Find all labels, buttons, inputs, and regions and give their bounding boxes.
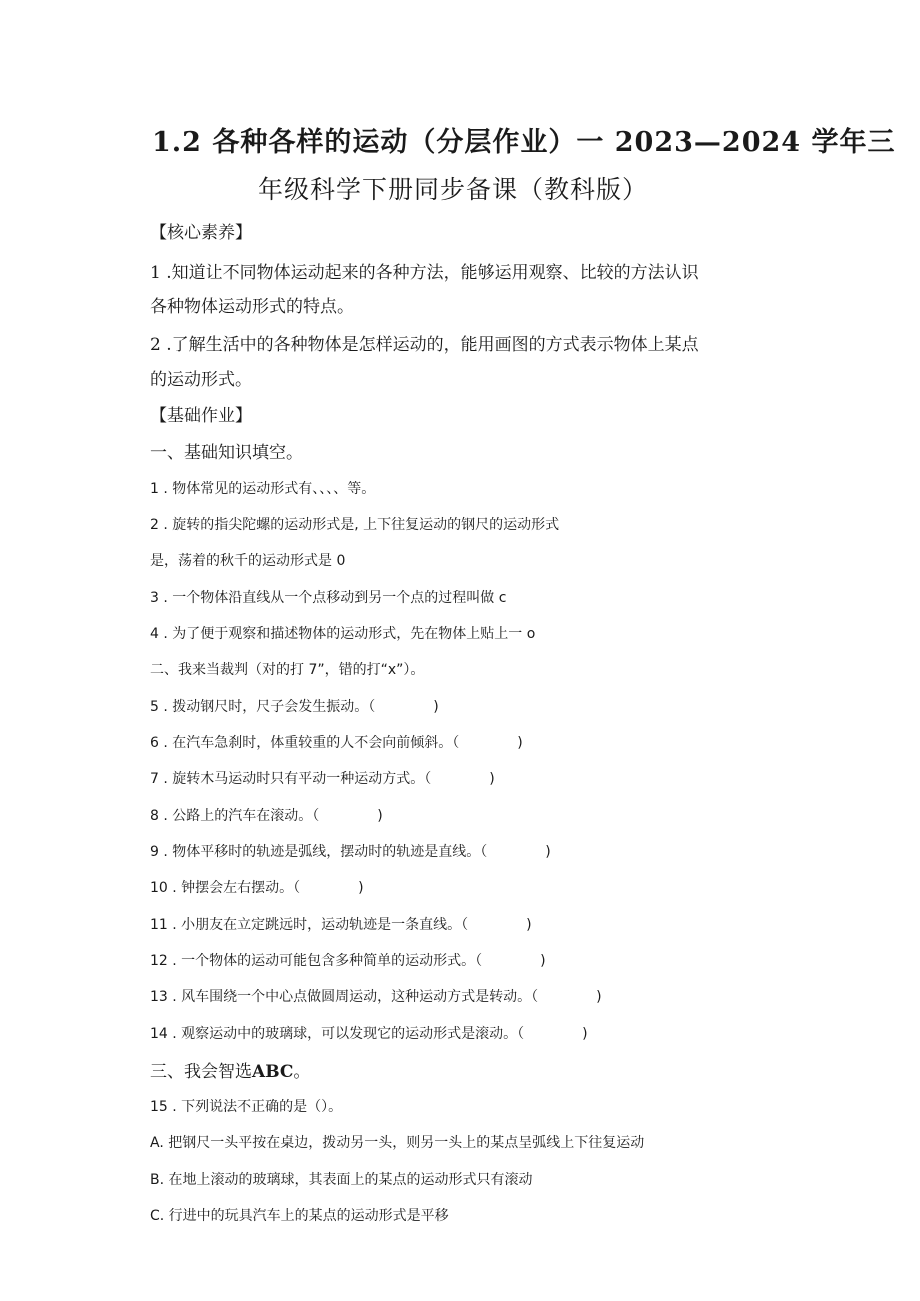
question-10: 10 . 钟摆会左右摆动。（ )	[150, 880, 364, 896]
section3-heading: 三、我会智选ABC。	[150, 1062, 311, 1082]
option-b[interactable]: B. 在地上滚动的玻璃球，其表面上的某点的运动形式只有滚动	[150, 1172, 533, 1188]
question-14-text: 14 . 观察运动中的玻璃球，可以发现它的运动形式是滚动。（	[150, 1026, 525, 1042]
question-12: 12 . 一个物体的运动可能包含多种简单的运动形式。（ )	[150, 953, 546, 969]
question-2-line1: 2 . 旋转的指尖陀螺的运动形式是, 上下往复运动的钢尺的运动形式	[150, 517, 560, 533]
question-1: 1 . 物体常见的运动形式有、、、、等。	[150, 481, 376, 497]
question-11-text: 11 . 小朋友在立定跳远时，运动轨迹是一条直线。（	[150, 917, 469, 933]
question-6-text: 6 . 在汽车急刹时，体重较重的人不会向前倾斜。（	[150, 735, 460, 751]
question-4: 4 . 为了便于观察和描述物体的运动形式，先在物体上贴上一 o	[150, 626, 536, 642]
option-c[interactable]: C. 行进中的玩具汽车上的某点的运动形式是平移	[150, 1208, 449, 1224]
question-8-text: 8 . 公路上的汽车在滚动。（	[150, 808, 320, 824]
question-7: 7 . 旋转木马运动时只有平动一种运动方式。（ )	[150, 771, 495, 787]
section1-heading: 一、基础知识填空。	[150, 443, 303, 463]
question-13-text: 13 . 风车围绕一个中心点做圆周运动，这种运动方式是转动。（	[150, 989, 539, 1005]
question-7-text: 7 . 旋转木马运动时只有平动一种运动方式。（	[150, 771, 432, 787]
core-item2-line2: 的运动形式。	[150, 370, 252, 390]
question-9: 9 . 物体平移时的轨迹是弧线，摆动时的轨迹是直线。（ )	[150, 844, 551, 860]
question-9-text: 9 . 物体平移时的轨迹是弧线，摆动时的轨迹是直线。（	[150, 844, 488, 860]
section2-heading: 二、我来当裁判（对的打 7”，错的打“x”）。	[150, 662, 425, 678]
page-title-line2: 年级科学下册同步备课（教科版）	[258, 175, 649, 204]
question-13: 13 . 风车围绕一个中心点做圆周运动，这种运动方式是转动。（ )	[150, 989, 602, 1005]
option-a[interactable]: A. 把钢尺一头平按在桌边，拨动另一头，则另一头上的某点呈弧线上下往复运动	[150, 1135, 645, 1151]
question-2-line2: 是，荡着的秋千的运动形式是 0	[150, 553, 346, 569]
question-12-text: 12 . 一个物体的运动可能包含多种简单的运动形式。（	[150, 953, 483, 969]
question-6: 6 . 在汽车急刹时，体重较重的人不会向前倾斜。（ )	[150, 735, 523, 751]
question-15: 15 . 下列说法不正确的是（）。	[150, 1099, 343, 1115]
question-14: 14 . 观察运动中的玻璃球，可以发现它的运动形式是滚动。（ )	[150, 1026, 588, 1042]
core-item1-line1: 1 .知道让不同物体运动起来的各种方法，能够运用观察、比较的方法认识	[150, 263, 699, 283]
question-10-text: 10 . 钟摆会左右摆动。（	[150, 880, 301, 896]
question-5: 5 . 拨动钢尺时，尺子会发生振动。（ )	[150, 699, 439, 715]
question-3: 3 . 一个物体沿直线从一个点移动到另一个点的过程叫做 c	[150, 590, 507, 606]
question-5-text: 5 . 拨动钢尺时，尺子会发生振动。（	[150, 699, 376, 715]
question-11: 11 . 小朋友在立定跳远时，运动轨迹是一条直线。（ )	[150, 917, 532, 933]
core-item1-line2: 各种物体运动形式的特点。	[150, 297, 354, 317]
core-item2-line1: 2 .了解生活中的各种物体是怎样运动的，能用画图的方式表示物体上某点	[150, 335, 699, 355]
basic-heading: 【基础作业】	[150, 406, 252, 426]
question-8: 8 . 公路上的汽车在滚动。（ )	[150, 808, 383, 824]
page-title-line1: 1.2 各种各样的运动（分层作业）一 2023—2024 学年三	[152, 127, 896, 158]
core-heading: 【核心素养】	[150, 223, 252, 243]
